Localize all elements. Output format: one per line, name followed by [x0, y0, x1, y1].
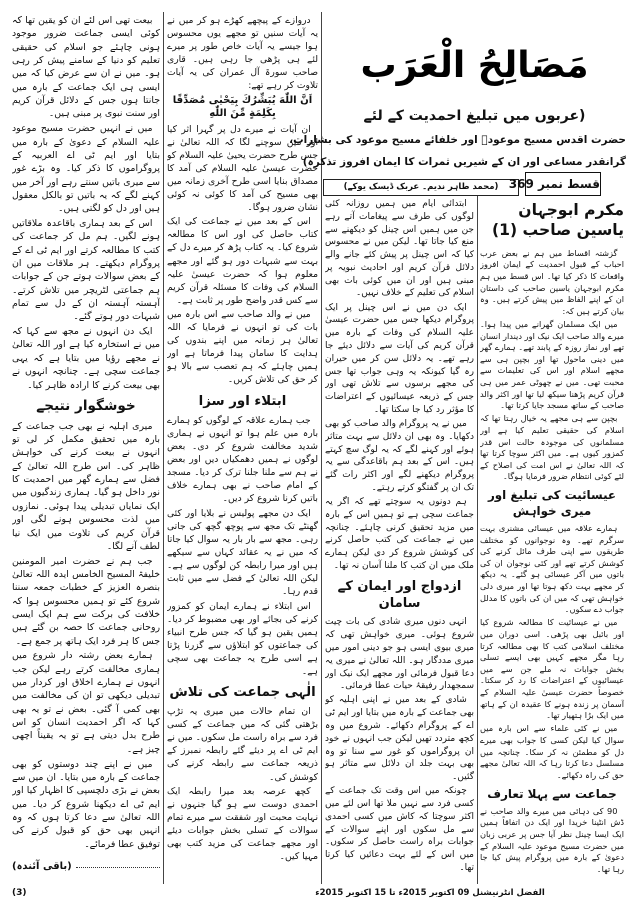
body-paragraph: ہمارے بعض رشتہ دار شروع میں ہماری مخالفت کرتے رہے لیکن جب انہوں نے ہمارے اخلاق اور کردار میں تبدیلی دیکھی تو ان کی مخالفت میں بھی کمی آ گئی۔ بعض نے تو یہ بھی کہا کہ اگر احمدیت انسان کو اس طرح بدل دیتی ہے تو یہ یقیناً اچھی چیز ہے۔ — [12, 650, 160, 755]
body-paragraph: شادی کے بعد میں نے اپنی اہلیہ کو بھی جماعت کے بارہ میں بتایا اور ایم ٹی اے کے پروگرام دکھائے۔ شروع میں وہ کچھ متردد تھیں لیکن جب انہوں نے خود ان پروگراموں کو غور سے سنا تو وہ بھی بہت جلد ان دلائل سے متاثر ہو گئیں۔ — [325, 695, 474, 783]
body-paragraph: دروازے کے پیچھے کھڑے ہو کر میں نے یہ آیات سنیں تو مجھے یوں محسوس ہوا جیسے یہ آیات خاص طور پر میرے لئے ہی پڑھی جا رہی ہیں۔ قاری صاحب سورۃ آل عمران کی یہ آیات تلاوت کر رہے تھے: — [167, 15, 318, 92]
body-paragraph: انہی دنوں میری شادی کی بات چیت شروع ہوئی۔ میری خواہش تھی کہ میری بیوی ایسی ہو جو دینی امور میں میری مددگار ہو۔ اللہ تعالیٰ نے میری یہ دعا قبول فرمائی اور مجھے ایک نیک اور سمجھدار رفیقۂ حیات عطا فرمائی۔ — [325, 617, 474, 692]
body-paragraph: میں نے کئی علماء سے اس بارہ میں سوال کیا لیکن کسی کا جواب بھی میرے دل کو مطمئن نہ کر سکا۔ چنانچہ میں مسلسل دعا کرتا رہا کہ اللہ تعالیٰ مجھے حق کی راہ دکھائے۔ — [480, 723, 624, 780]
profile-heading: مکرم ابوجہان یاسین صاحب (1) — [492, 200, 624, 239]
body-paragraph: جب ہمارے علاقہ کے لوگوں کو ہمارے بارہ میں علم ہوا تو انہوں نے ہماری شدید مخالفت شروع کر دی۔ بعض لوگوں نے ہمیں دھمکیاں دیں اور بعض نے ہم سے ملنا جلنا ترک کر دیا۔ مسجد کے امام صاحب نے بھی ہمارے خلاف باتیں کرنا شروع کر دیں۔ — [167, 414, 318, 505]
body-paragraph: ان آیات نے میرے دل پر گہرا اثر کیا اور میں سوچنے لگا کہ اللہ تعالیٰ نے جس طرح حضرت یحییٰ علیہ السلام کو حضرت عیسیٰ علیہ السلام کی آمد کا مصداق بنایا اسی طرح آخری زمانہ میں بھی مسیح کی آمد کا کوئی نہ کوئی نشان ضرور ہوگا۔ — [167, 123, 318, 213]
feature-subtitle: گرانقدر مساعی اور ان کے شیریں ثمرات کا ایمان افروز تذکرہ) — [302, 156, 626, 168]
to-be-continued-label: (باقی آئندہ) — [12, 861, 72, 872]
body-paragraph: ہمارے علاقہ میں عیسائی مشنری بہت سرگرم تھے۔ وہ نوجوانوں کو مختلف طریقوں سے اپنی طرف مائل کرنے کی کوشش کرتے تھے اور کئی نوجوان ان کی باتوں میں آکر عیسائی ہو گئے۔ یہ دیکھ کر مجھے بہت دکھ ہوتا تھا اور میری دلی خواہش تھی کہ میں ان کی باتوں کا مدلل جواب دے سکوں۔ — [480, 522, 624, 615]
publication-footer: الفضل انٹرنیشنل 09 اکتوبر 2015ء تا 15 اکتوبر 2015ء — [315, 888, 545, 898]
column-divider — [163, 12, 164, 884]
body-paragraph: میری اہلیہ نے بھی جب جماعت کے بارہ میں تحقیق مکمل کر لی تو انہوں نے بیعت کرنے کی خواہش ظاہر کی۔ اس طرح اللہ تعالیٰ کے فضل سے ہمارے گھر میں احمدیت کا نور داخل ہو گیا۔ ہماری زندگیوں میں ایک نمایاں تبدیلی پیدا ہوئی۔ نمازوں میں لذت محسوس ہونے لگی اور قرآن کریم کی تلاوت میں ایک نیا لطف آنے لگا۔ — [12, 420, 160, 552]
feature-title: مَصَالِحُ الْعَرَب — [360, 45, 589, 86]
section-heading: ازدواج اور ایمان کے سامان — [337, 578, 462, 611]
body-paragraph: چونکہ میں اس وقت تک جماعت کے کسی فرد سے نہیں ملا تھا اس لئے میں اکثر سوچتا کہ کاش میں کسی احمدی سے مل سکوں اور اپنے سوالات کے جوابات براہ راست حاصل کر سکوں۔ میں اس کے لئے بہت دعائیں کیا کرتا تھا۔ — [325, 786, 474, 873]
body-paragraph: ایک دن میں نے اس چینل پر ایک پروگرام دیکھا جس میں حضرت عیسیٰ علیہ السلام کی وفات کے بارہ میں قرآن کریم کی آیات سے دلائل دیئے جا رہے تھے۔ یہ دلائل سن کر میں حیران رہ گیا کیونکہ یہ وہی جواب تھا جس کی مجھے برسوں سے تلاش تھی اور جس کے ذریعہ عیسائیوں کے اعتراضات کا مؤثر رد کیا جا سکتا تھا۔ — [325, 302, 474, 415]
continued-note — [12, 858, 160, 872]
body-paragraph: میں نے یہ پروگرام والد صاحب کو بھی دکھایا۔ وہ بھی ان دلائل سے بہت متاثر ہوئے اور کہنے لگے کہ یہ لوگ سچ کہتے ہیں۔ اس کے بعد ہم باقاعدگی سے یہ پروگرام دیکھنے لگے اور اکثر رات گئے تک ان پر گفتگو کرتے رہتے۔ — [325, 418, 474, 493]
body-paragraph: ایک دن انہوں نے مجھ سے کہا کہ میں نے استخارہ کیا ہے اور اللہ تعالیٰ نے مجھے رؤیا میں بتایا ہے کہ یہی جماعت سچی ہے۔ چنانچہ انہوں نے بھی بیعت کرنے کا ارادہ ظاہر کیا۔ — [12, 326, 160, 391]
body-paragraph: اس کے بعد میں نے جماعت کی ایک کتاب حاصل کی اور اس کا مطالعہ شروع کیا۔ یہ کتاب پڑھ کر میرے دل کے بہت سے شبہات دور ہو گئے اور مجھے معلوم ہوا کہ حضرت عیسیٰ علیہ السلام کی وفات کا مسئلہ قرآن کریم سے کس قدر واضح طور پر ثابت ہے۔ — [167, 216, 318, 306]
body-paragraph: اس کے بعد ہماری باقاعدہ ملاقاتیں ہونے لگیں۔ ہم مل کر جماعت کی کتب کا مطالعہ کرتے اور ایم ٹی اے کے پروگرام دیکھتے۔ ہر ملاقات میں ان کے بعض سوالات ہوتے جن کے جوابات ہم جماعتی لٹریچر میں تلاش کرتے۔ آہستہ آہستہ ان کے دل سے تمام شبہات دور ہوتے گئے۔ — [12, 217, 160, 323]
body-paragraph: 90 کی دہائی میں میرے والد صاحب نے ڈش انٹینا خریدا اور ایک دن اتفاقاً ہمیں ایک ایسا چینل نظر آیا جس پر عربی زبان میں حضرت مسیح موعود علیہ السلام کے دعویٰ کے بارہ میں پروگرام پیش کیا جا رہا تھا۔ — [480, 805, 624, 874]
section-heading: ابتلاء اور سزا — [198, 393, 287, 409]
text-column-2 — [167, 14, 318, 882]
author-byline: (محمد طاہر ندیم۔ عربک ڈیسک یوکے) — [323, 179, 519, 196]
body-paragraph: ان تمام حالات میں میری یہ تڑپ بڑھتی گئی کہ میں جماعت کے کسی فرد سے براہ راست مل سکوں۔ میں نے ایم ٹی اے پر دیئے گئے رابطہ نمبرز کے ذریعہ جماعت سے رابطہ کرنے کی کوشش کی۔ — [167, 706, 318, 783]
section-heading: الٰہی جماعت کی تلاش — [169, 684, 316, 700]
dotted-leader — [76, 867, 160, 868]
body-paragraph: میں نے انہیں حضرت مسیح موعود علیہ السلام کے دعویٰ کے بارہ میں بتایا اور ایم ٹی اے العربیہ کے پروگراموں کا ذکر کیا۔ وہ بڑے غور سے میری باتیں سنتے رہے اور آخر میں کہنے لگے کہ یہ باتیں تو بالکل معقول ہیں اور دل کو لگتی ہیں۔ — [12, 123, 160, 215]
text-column-1 — [12, 14, 160, 852]
text-column-3 — [325, 198, 474, 882]
page-number: (3) — [12, 888, 27, 898]
body-paragraph: کچھ عرصہ بعد میرا رابطہ ایک احمدی دوست سے ہو گیا جنہوں نے نہایت محبت اور شفقت سے میرے تمام سوالات کے تسلی بخش جوابات دیئے اور مجھے جماعت کی مزید کتب بھی مہیا کیں۔ — [167, 785, 318, 863]
section-heading: جماعت سے پہلا تعارف — [487, 786, 617, 801]
body-paragraph: گزشتہ اقساط میں ہم نے بعض عرب احباب کے قبول احمدیت کے ایمان افروز واقعات کا ذکر کیا تھا۔ اس قسط میں ہم مکرم ابوجہان یاسین صاحب کی داستان ان کے اپنے الفاظ میں پیش کرتے ہیں۔ وہ بیان کرتے ہیں کہ: — [480, 247, 624, 317]
body-paragraph: ایک دن مجھے پولیس نے بلایا اور کئی گھنٹے تک مجھ سے پوچھ گچھ کی جاتی رہی۔ مجھ سے بار بار یہ سوال کیا جاتا کہ میں نے یہ عقائد کہاں سے سیکھے ہیں اور میرا رابطہ کن لوگوں سے ہے۔ لیکن اللہ تعالیٰ کے فضل سے میں ثابت قدم رہا۔ — [167, 507, 318, 598]
feature-subtitle: (عربوں میں تبلیغ احمدیت کے لئے — [363, 108, 586, 124]
body-paragraph: میں نے اپنے چند دوستوں کو بھی جماعت کے بارہ میں بتایا۔ ان میں سے بعض نے بڑی دلچسپی کا اظہار کیا اور ایم ٹی اے دیکھنا شروع کر دیا۔ میں اللہ تعالیٰ سے دعا کرتا ہوں کہ وہ انہیں بھی حق کو قبول کرنے کی توفیق عطا فرمائے۔ — [12, 758, 160, 850]
section-heading: عیسائیت کی تبلیغ اور میری خواہش — [487, 488, 617, 518]
body-paragraph: میں نے والد صاحب سے اس بارہ میں بات کی تو انہوں نے فرمایا کہ اللہ تعالیٰ ہر زمانہ میں اپنے بندوں کی ہدایت کا سامان پیدا فرماتا ہے اور ہمیں چاہئے کہ ہم تعصب سے بالا ہو کر حق کی تلاش کریں۔ — [167, 309, 318, 386]
body-paragraph: بیعت تھی اس لئے ان کو یقین تھا کہ کوئی ایسی جماعت ضرور موجود ہونی چاہئے جو اسلام کی حقیقی تعلیم کو دنیا کے سامنے پیش کر رہی ہو۔ میں نے ان سے عرض کیا کہ میں ایسی ہی ایک جماعت کے بارہ میں جانتا ہوں جس کے دلائل قرآن کریم اور سنت نبوی پر مبنی ہیں۔ — [12, 15, 160, 120]
feature-subtitle: حضرت اقدس مسیح موعودؑ اور خلفائے مسیح موعود کی بشارات، — [289, 134, 626, 146]
episode-number-box: قسط نمبر 369 — [525, 172, 601, 196]
body-paragraph: ہم دونوں یہ سوچتے تھے کہ اگر یہ جماعت سچی ہے تو ہمیں اس کے بارہ میں مزید تحقیق کرنی چاہئے۔ چنانچہ میں نے جماعت کی کتب حاصل کرنے کی کوشش شروع کر دی لیکن ہمارے ملک میں ان کتب کا ملنا آسان نہ تھا۔ — [325, 497, 474, 571]
section-heading: خوشگوار نتیجے — [36, 397, 136, 414]
body-paragraph: ابتدائی ایام میں ہمیں روزانہ کئی لوگوں کی طرف سے پیغامات آتے رہے جن میں ہمیں اس چینل کو دیکھنے سے منع کیا جاتا تھا۔ لیکن میں نے محسوس کیا کہ اس چینل پر پیش کئے جانے والے دلائل قرآن کریم اور احادیث نبویہ پر مبنی ہیں اور ان میں کوئی بات بھی اسلام کی تعلیم کے خلاف نہیں۔ — [325, 199, 474, 299]
body-paragraph: اس ابتلاء نے ہمارے ایمان کو کمزور کرنے کی بجائے اور بھی مضبوط کر دیا۔ ہمیں یقین ہو گیا کہ جس طرح انبیاء کی جماعتوں کو ابتلاؤں سے گزرنا پڑتا ہے اسی طرح یہ جماعت بھی سچی ہے۔ — [167, 600, 318, 677]
feature-header — [289, 12, 626, 194]
text-column-4 — [480, 198, 624, 882]
body-paragraph: بچپن سے ہی مجھے یہ خیال رہتا تھا کہ اسلام کی حقیقی تعلیم کیا ہے اور مسلمانوں کی موجودہ حالت اس قدر کمزور کیوں ہے۔ میں اکثر سوچا کرتا تھا کہ اللہ تعالیٰ نے اس امت کی اصلاح کے لئے کوئی انتظام ضرور فرمایا ہوگا۔ — [480, 413, 624, 482]
body-paragraph: میں نے عیسائیت کا مطالعہ شروع کیا اور بائبل بھی پڑھی۔ اسی دوران میں مختلف اسلامی کتب کا بھی مطالعہ کرتا رہا مگر مجھے کہیں بھی ایسے تسلی بخش جوابات نہ ملے جن سے میں عیسائیوں کے اعتراضات کا رد کر سکتا۔ خصوصاً حضرت عیسیٰ علیہ السلام کے آسمان پر زندہ ہونے کا عقیدہ ان کے ہاتھ میں ایک بڑا ہتھیار تھا۔ — [480, 617, 624, 721]
quran-verse: اَنَّ اللّٰهَ يُبَشِّرُكَ بِيَحْيٰى مُصَدِّقًا بِكَلِمَةٍ مِّنَ اللّٰهِ — [172, 95, 313, 120]
body-paragraph: میں ایک مسلمان گھرانے میں پیدا ہوا۔ میرے والد صاحب ایک نیک اور دیندار انسان تھے اور نماز روزہ کے پابند تھے۔ ہمارے گھر میں دینی ماحول تھا اور بچپن ہی سے مجھے اسلام اور اس کی تعلیمات سے محبت تھی۔ میں نے چھوٹی عمر میں ہی قرآن کریم پڑھنا سیکھ لیا تھا اور اکثر والد صاحب کے ساتھ مسجد جایا کرتا تھا۔ — [480, 318, 624, 411]
column-divider — [477, 196, 478, 884]
body-paragraph: جب ہم نے حضرت امیر المومنین خلیفۃ المسیح الخامس ایدہ اللہ تعالیٰ بنصرہ العزیز کے خطبات جمعہ سننا شروع کئے تو ہمیں محسوس ہوا کہ خلافت کی برکت سے ہم ایک ایسی روحانی جماعت کا حصہ بن گئے ہیں جس کا ہر فرد ایک ہاتھ پر جمع ہے۔ — [12, 555, 160, 647]
